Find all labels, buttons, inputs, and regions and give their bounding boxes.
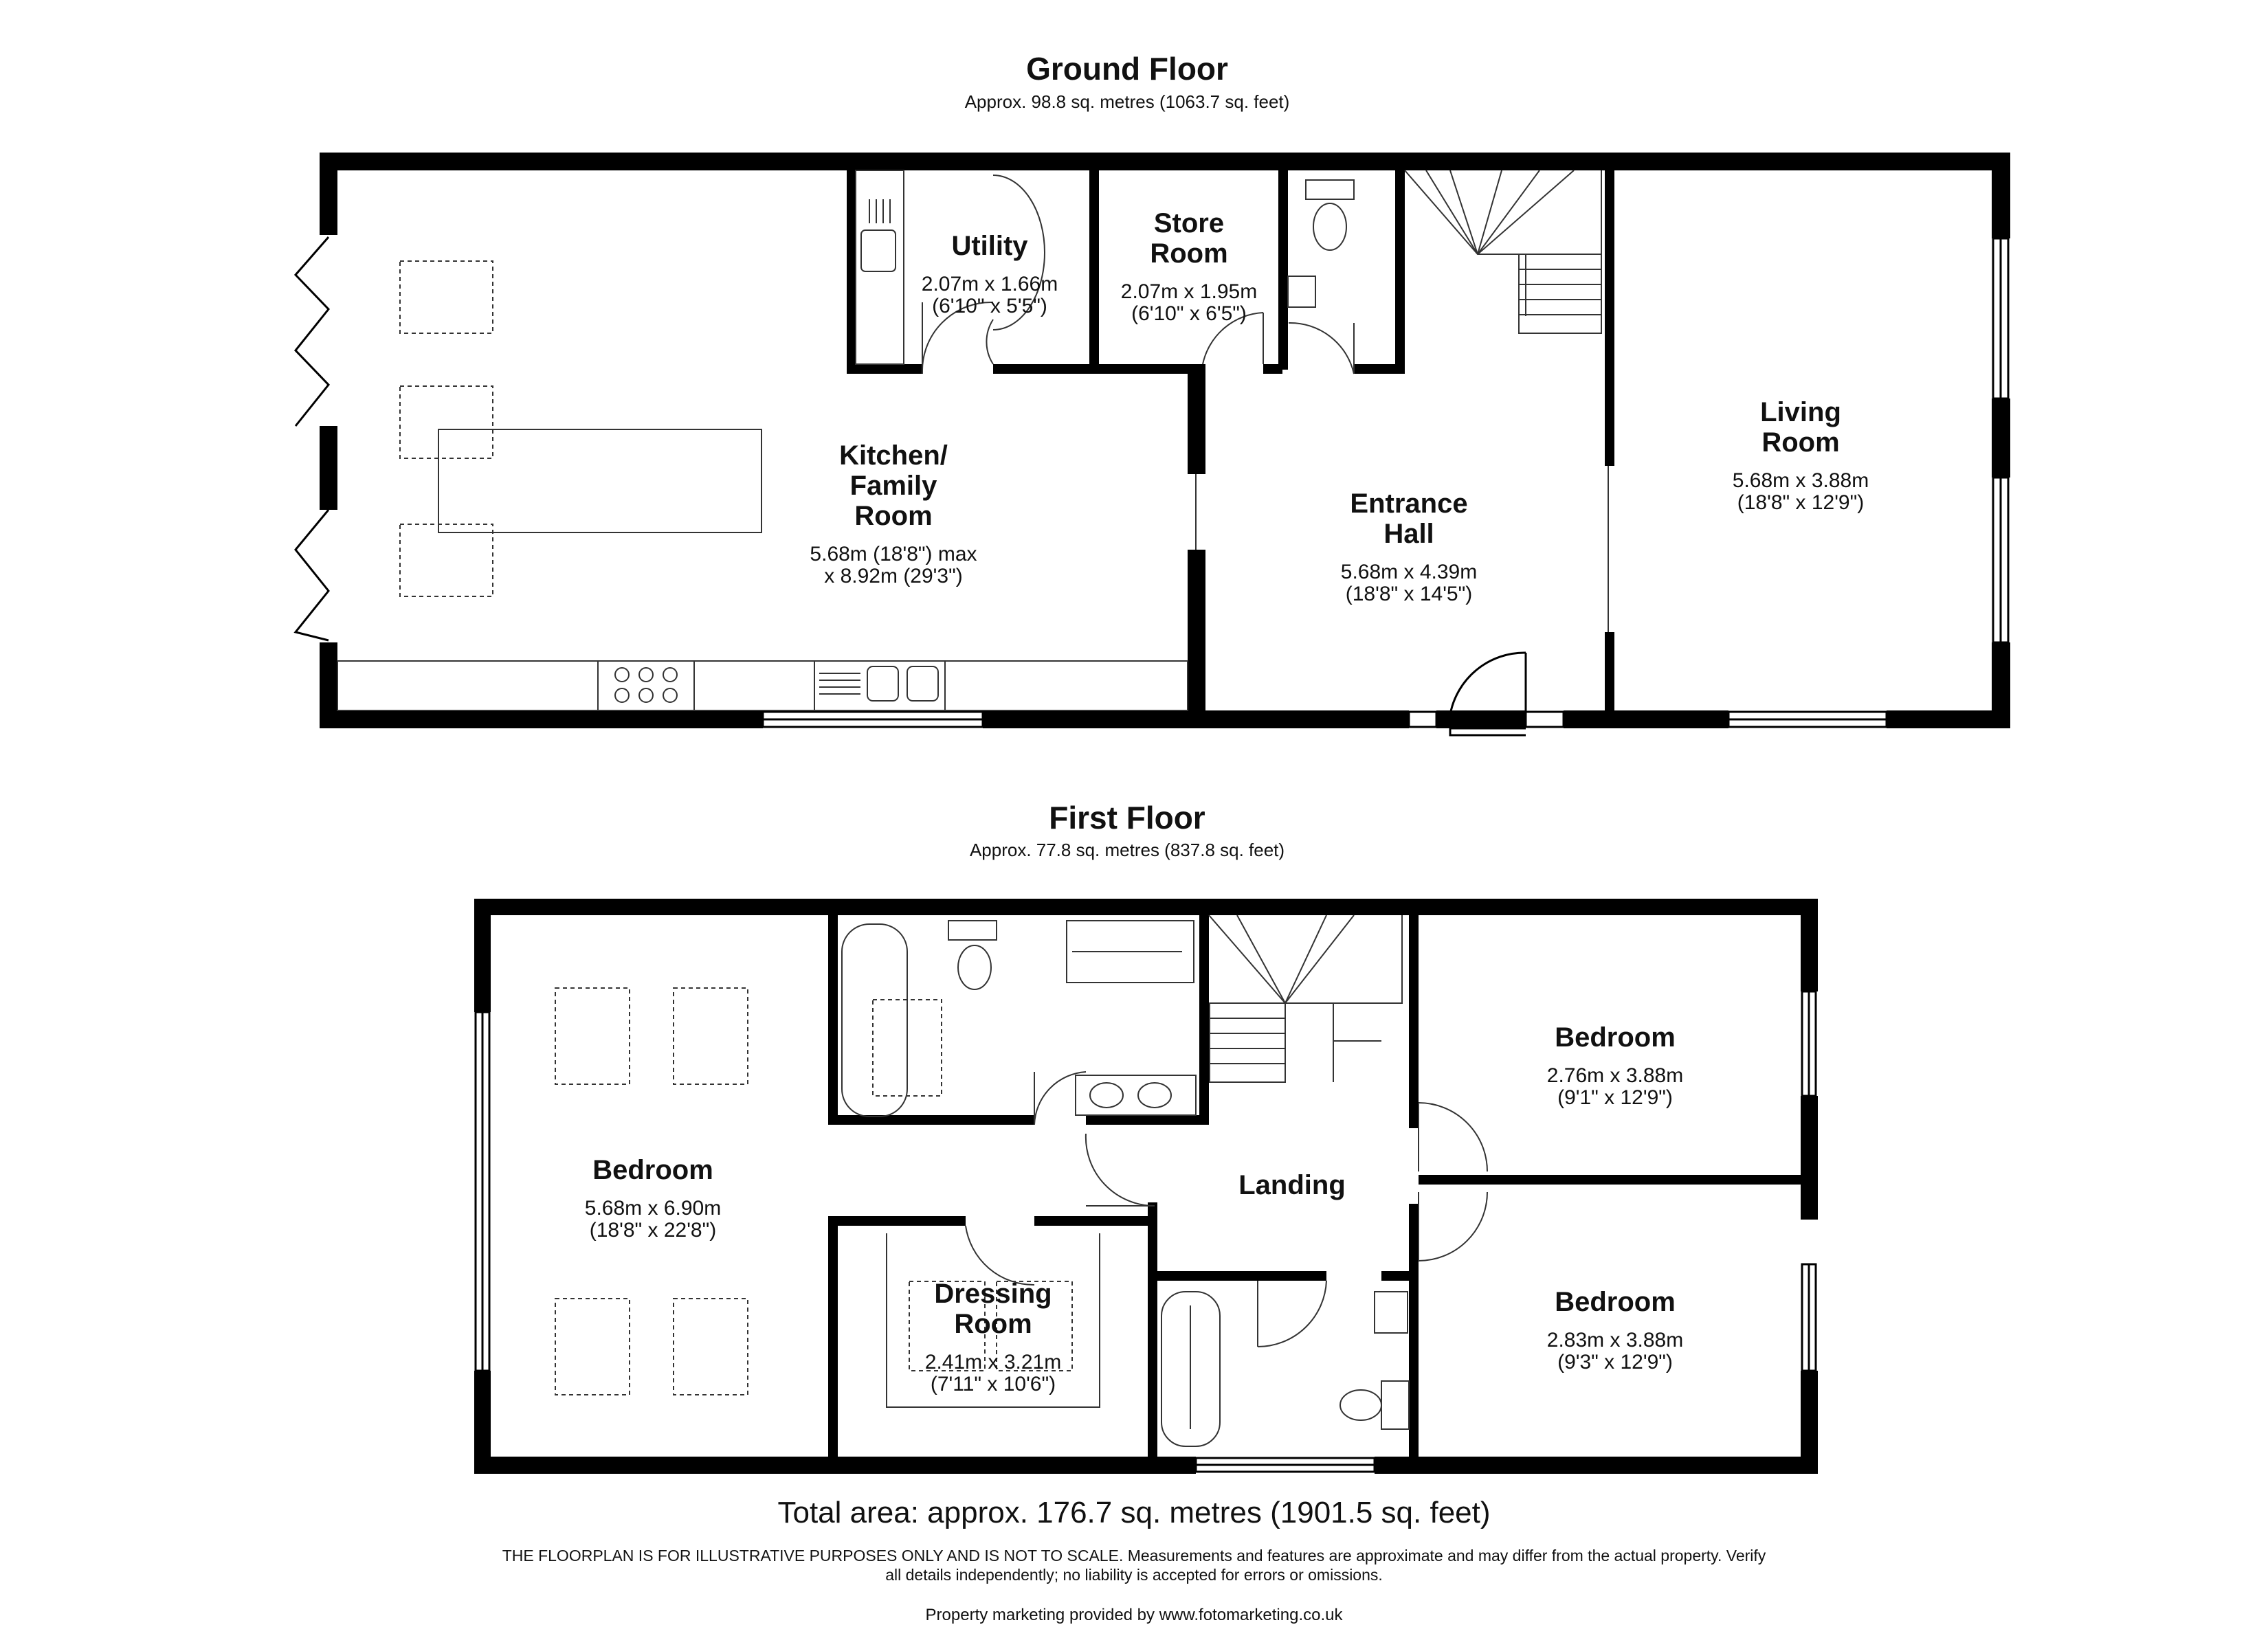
room-bedroom-3 <box>1498 1275 1732 1386</box>
room-dressing-name: Dressing Room <box>934 1279 1052 1339</box>
room-kitchen-name: Kitchen/ Family Room <box>839 440 948 531</box>
marketing-credit: Property marketing provided by www.fotomarketing.co.uk <box>925 1606 1343 1624</box>
room-bedroom-main-dims: 5.68m x 6.90m (18'8" x 22'8") <box>584 1197 722 1242</box>
room-utility-name: Utility <box>951 231 1028 261</box>
room-living <box>1684 385 1917 526</box>
room-landing-name: Landing <box>1238 1170 1346 1200</box>
disclaimer: THE FLOORPLAN IS FOR ILLUSTRATIVE PURPOSES ONLY AND IS NOT TO SCALE. Measurements and features are approximate and may differ from the actual property. Verify all details independently; no liability is accepted for errors or omissions. <box>502 1547 1766 1584</box>
room-dressing-dims: 2.41m x 3.21m (7'11" x 10'6") <box>924 1351 1062 1395</box>
room-bedroom-3-name: Bedroom <box>1555 1287 1676 1317</box>
room-bedroom-3-dims: 2.83m x 3.88m (9'3" x 12'9") <box>1546 1329 1684 1373</box>
total-area: Total area: approx. 176.7 sq. metres (1901.5 sq. feet) <box>777 1496 1491 1529</box>
room-bedroom-main-name: Bedroom <box>592 1155 713 1185</box>
ground-floor-title: Ground Floor <box>1026 51 1228 87</box>
room-bedroom-2-name: Bedroom <box>1555 1022 1676 1053</box>
room-living-name: Living Room <box>1760 397 1841 458</box>
room-bedroom-main <box>536 1143 770 1254</box>
room-store <box>1079 196 1299 337</box>
first-floor-area: Approx. 77.8 sq. metres (837.8 sq. feet) <box>969 840 1285 860</box>
room-dressing <box>880 1266 1107 1408</box>
room-utility <box>880 218 1100 330</box>
room-kitchen <box>722 428 1065 600</box>
ground-floor-area: Approx. 98.8 sq. metres (1063.7 sq. feet) <box>964 91 1290 112</box>
first-floor-title: First Floor <box>1049 800 1205 835</box>
room-hall <box>1292 476 1526 618</box>
room-bedroom-2 <box>1498 1010 1732 1121</box>
room-utility-dims: 2.07m x 1.66m (6'10" x 5'5") <box>921 273 1058 317</box>
room-kitchen-dims: 5.68m (18'8") max x 8.92m (29'3") <box>810 543 977 587</box>
room-hall-name: Entrance Hall <box>1350 489 1468 549</box>
room-living-dims: 5.68m x 3.88m (18'8" x 12'9") <box>1732 469 1869 514</box>
room-landing <box>1189 1158 1395 1213</box>
room-store-dims: 2.07m x 1.95m (6'10" x 6'5") <box>1120 280 1258 325</box>
room-store-name: Store Room <box>1150 208 1228 269</box>
room-bedroom-2-dims: 2.76m x 3.88m (9'1" x 12'9") <box>1546 1064 1684 1109</box>
room-hall-dims: 5.68m x 4.39m (18'8" x 14'5") <box>1340 561 1478 605</box>
